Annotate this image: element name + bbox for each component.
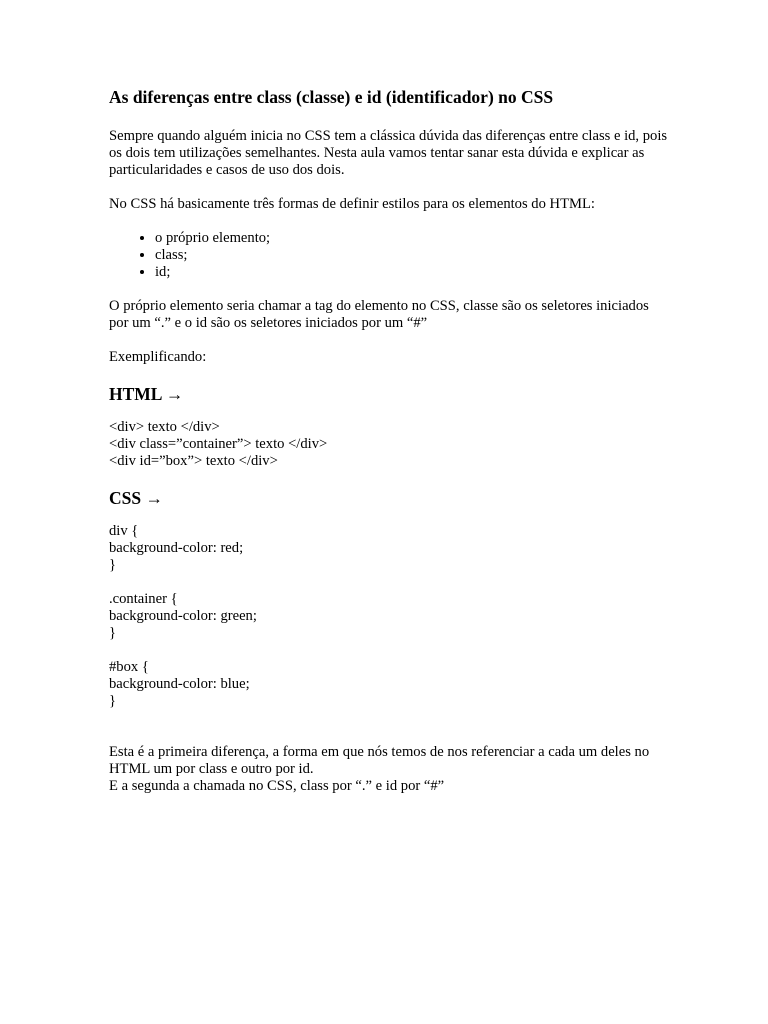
conclusion-paragraph — [109, 744, 669, 795]
blank-line — [109, 727, 669, 744]
code-line: .container { — [109, 591, 178, 607]
forms-intro-paragraph: No CSS há basicamente três formas de definir estilos para os elementos do HTML: — [109, 196, 595, 212]
code-line: #box { — [109, 659, 149, 675]
list-item: • id; — [155, 264, 669, 281]
document-page — [109, 86, 669, 795]
conclusion-line-2: E a segunda a chamada no CSS, class por “.” e id por “#” — [109, 778, 445, 794]
code-line: background-color: green; — [109, 608, 257, 624]
list-item: • class; — [155, 247, 669, 264]
list-item: • o próprio elemento; — [155, 230, 669, 247]
css-block-container — [109, 591, 669, 642]
code-line: div { — [109, 523, 139, 539]
forms-list — [109, 230, 669, 281]
css-block-box — [109, 659, 669, 710]
code-line: <div id=”box”> texto </div> — [109, 453, 278, 469]
html-heading: HTML → — [109, 384, 184, 404]
example-label: Exemplificando: — [109, 349, 207, 365]
html-code-block — [109, 419, 669, 470]
code-line: } — [109, 625, 117, 641]
css-heading: CSS → — [109, 488, 163, 508]
code-line: background-color: red; — [109, 540, 244, 556]
code-line: } — [109, 693, 117, 709]
code-line: <div> texto </div> — [109, 419, 220, 435]
conclusion-line-1: Esta é a primeira diferença, a forma em que nós temos de nos referenciar a cada um deles no HTML um por class e outro por id. — [109, 744, 650, 777]
intro-paragraph: Sempre quando alguém inicia no CSS tem a clássica dúvida das diferenças entre class e id, pois os dois tem utilizações semelhantes. Nesta aula vamos tentar sanar esta dúvida e explicar as particularidades e casos de uso dos dois. — [109, 128, 668, 178]
code-line: background-color: blue; — [109, 676, 250, 692]
css-block-div — [109, 523, 669, 574]
code-line: } — [109, 557, 117, 573]
selectors-paragraph: O próprio elemento seria chamar a tag do elemento no CSS, classe são os seletores iniciados por um “.” e o id são os seletores iniciados por um “#” — [109, 298, 649, 331]
document-title: As diferenças entre class (classe) e id (identificador) no CSS — [109, 87, 554, 107]
code-line: <div class=”container”> texto </div> — [109, 436, 328, 452]
